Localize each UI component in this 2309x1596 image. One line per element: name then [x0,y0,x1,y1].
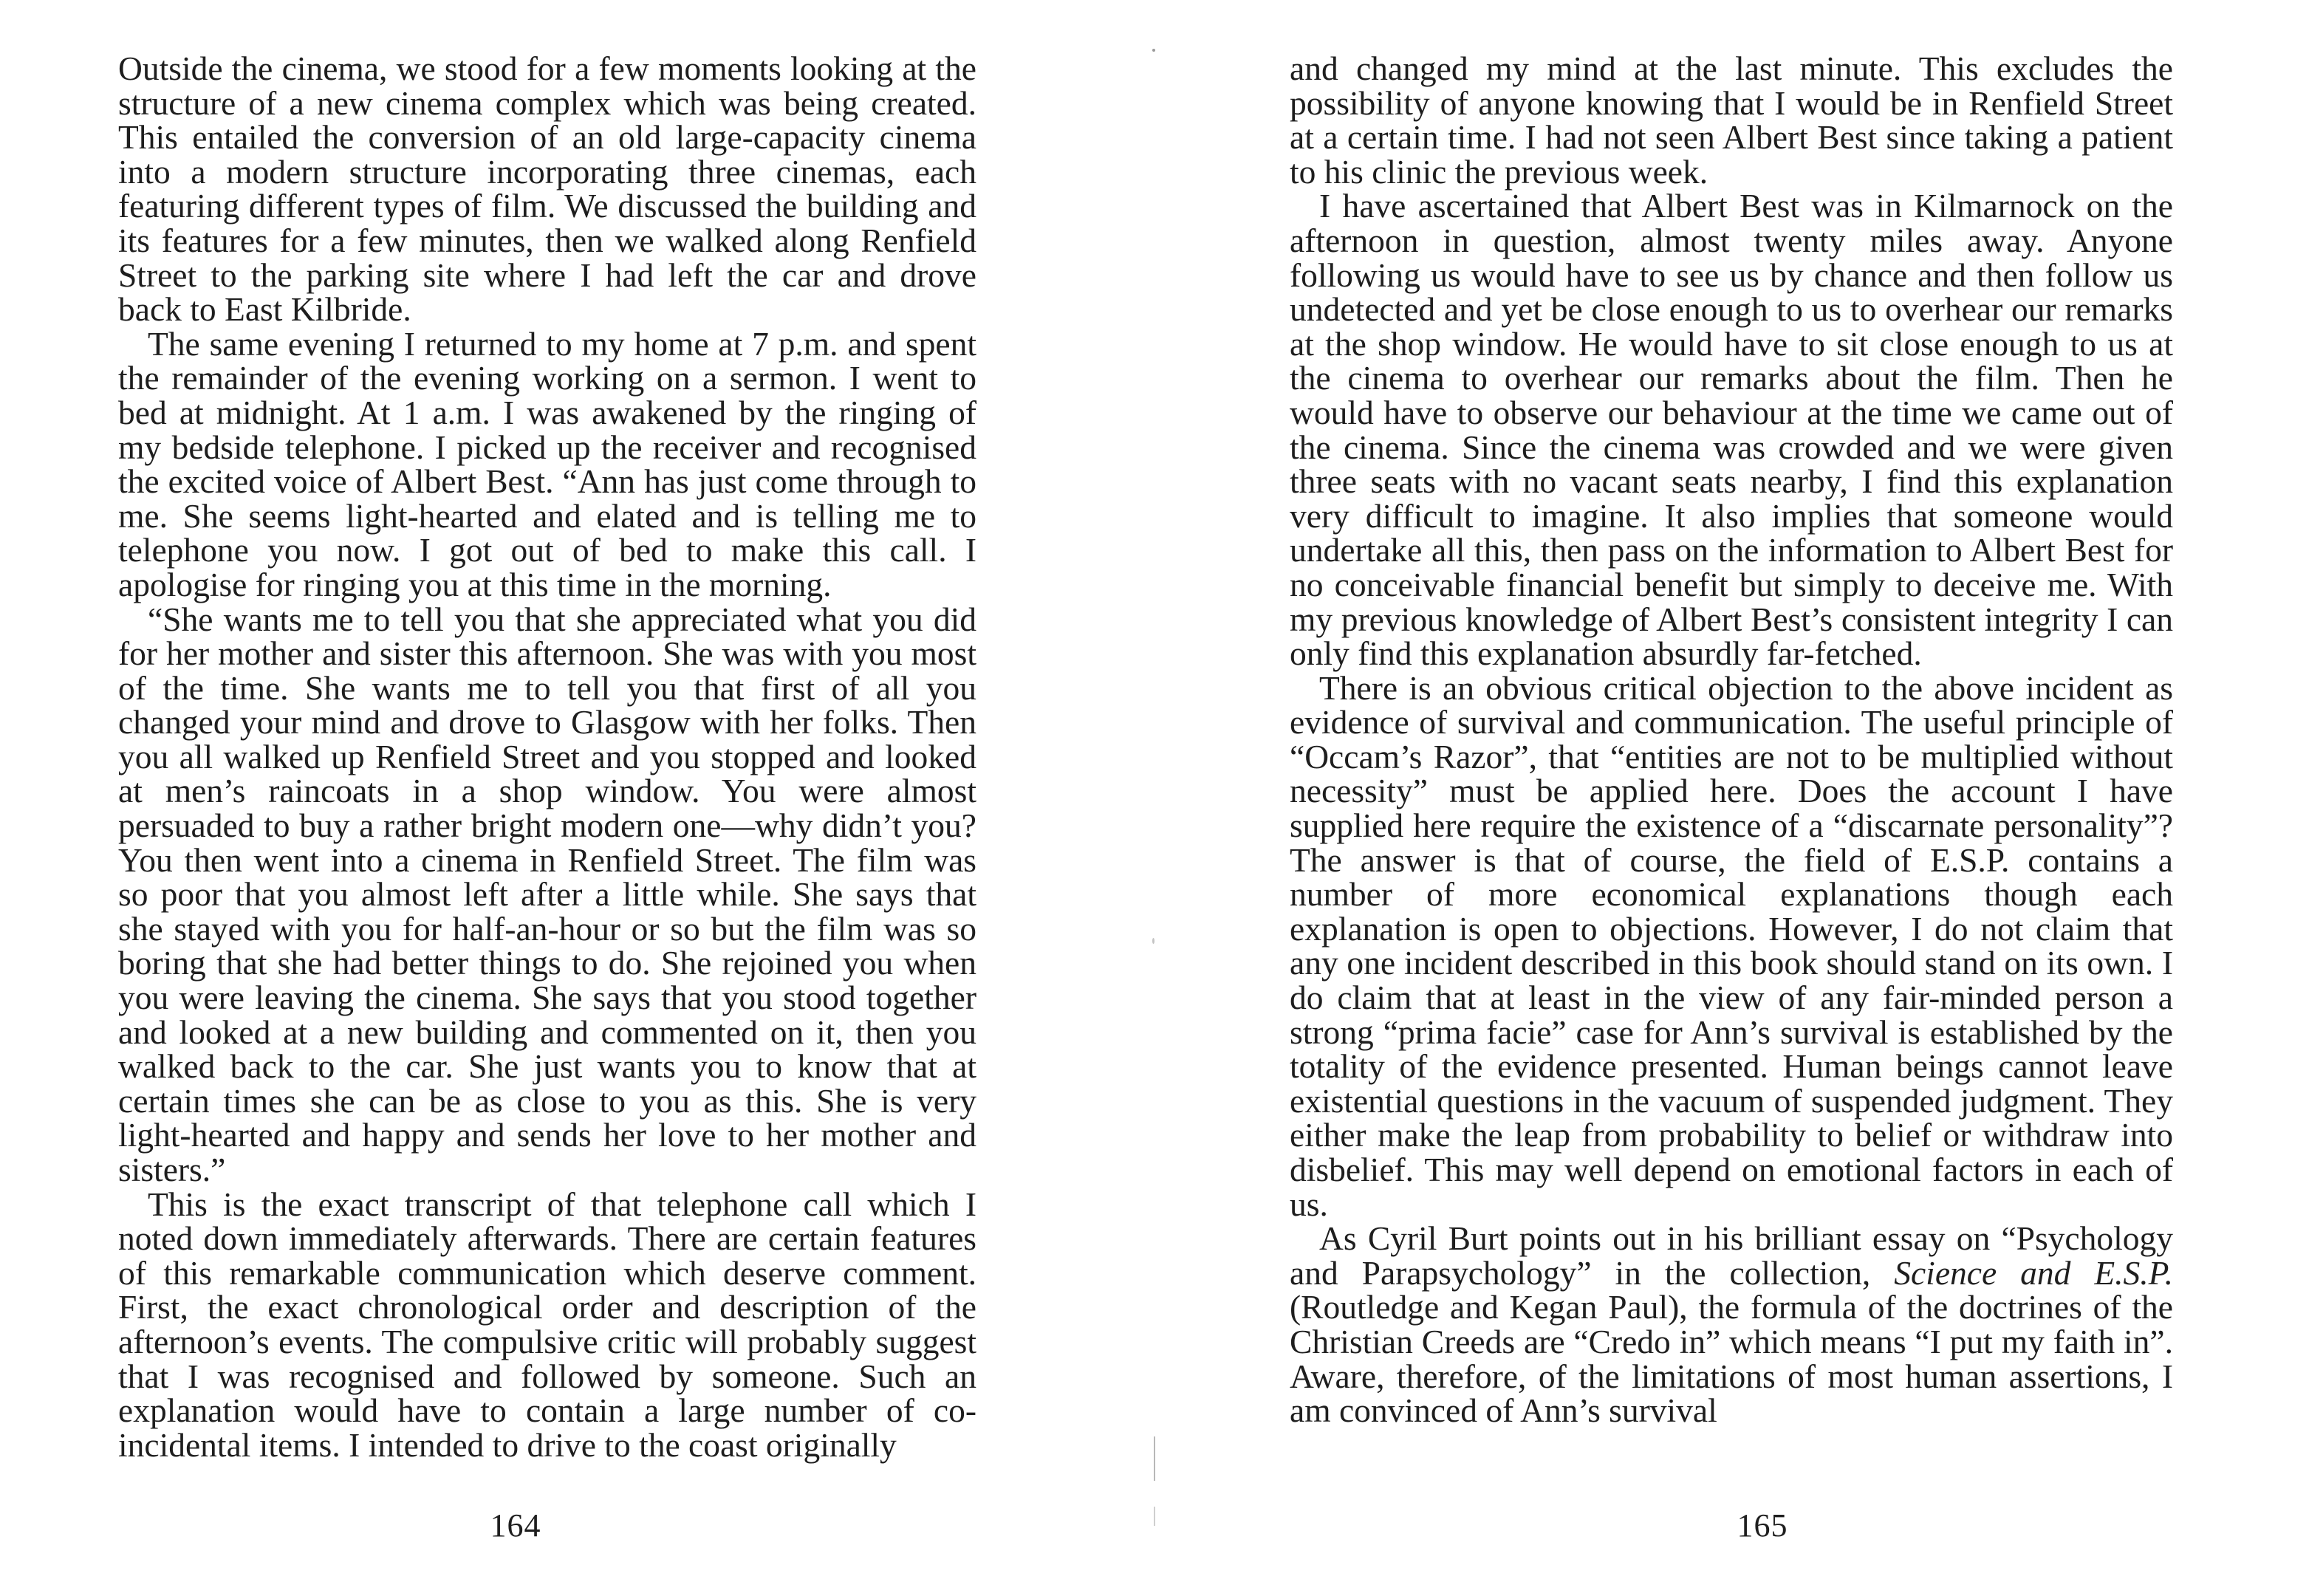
page-number: 164 [490,1507,541,1544]
paragraph: The same evening I returned to my home at 7 p.m. and spent the remainder of the evening working on a sermon. I went to bed at midnight. At 1 a.m. I was awakened by the ringing of my bedside telephone. I picked up the receiver and recognised the excited voice of Albert Best. “Ann has just come through to me. She seems light-hearted and elated and is telling me to telephone you now. I got out of bed to make this call. I apologise for ringing you at this time in the morning. [118,324,976,603]
paragraph [1290,1219,2173,1430]
book-gutter [1138,0,1171,1596]
paragraph: This is the exact transcript of that telephone call which I noted down immediately afterwards. There are certain features of this remarkable communication which deserve comment. First, the exact chronological order and description of the afternoon’s events. The compulsive critic will probably suggest that I was recognised and followed by someone. Such an explanation would have to contain a large number of co-incidental items. I intended to drive to the coast originally [118,1185,976,1464]
paragraph: There is an obvious critical objection to the above incident as evidence of survival and communication. The useful principle of “Occam’s Razor”, that “entities are not to be multiplied without necessity” must be applied here. Does the account I have supplied here require the existence of a “discarnate personality”? The answer is that of course, the field of E.S.P. contains a number of more economical explanations though each explanation is open to objections. However, I do not claim that any one incident described in this book should stand on its own. I do claim that at least in the view of any fair-minded person a strong “prima facie” case for Ann’s survival is established by the totality of the evidence presented. Human beings cannot leave existential questions in the vacuum of suspended judgment. They either make the leap from probability to belief or withdraw into disbelief. This may well depend on emotional factors in each of us. [1290,668,2173,1223]
left-page-text [118,49,976,1464]
paragraph: Outside the cinema, we stood for a few moments looking at the structure of a new cinema complex which was being created. This entailed the conversion of an old large-capacity cinema into a modern structure incorporating three cinemas, each featuring different types of film. We discussed the building and its features for a few minutes, then we walked along Renfield Street to the parking site where I had left the car and drove back to East Kilbride. [118,49,976,329]
paragraph-text: (Routledge and Kegan Paul), the formula of the doctrines of the Christian Creeds are “Credo in” which means “I put my faith in”. Aware, therefore, of the limitations of most human assertions, I am convinced of Ann’s survival [1290,1288,2173,1430]
paragraph-text: As Cyril Burt points out in his brilliant essay on “Psychology and Parapsychology” in the collection, [1290,1219,2173,1292]
paragraph: and changed my mind at the last minute. This excludes the possibility of anyone knowing that I would be in Renfield Street at a certain time. I had not seen Albert Best since taking a patient to his clinic the previous week. [1290,49,2173,191]
right-page [1171,0,2309,1596]
right-page-text [1290,49,2173,1430]
book-title: Science and E.S.P. [1894,1253,2173,1292]
paragraph: “She wants me to tell you that she appreciated what you did for her mother and sister this afternoon. She was with you most of the time. She wants me to tell you that first of all you changed your mind and drove to Glasgow with her folks. Then you all walked up Renfield Street and you stopped and looked at men’s raincoats in a shop window. You were almost persuaded to buy a rather bright modern one—why didn’t you? You then went into a cinema in Renfield Street. The film was so poor that you almost left after a little while. She says that she stayed with you for half-an-hour or so but the film was so boring that she had better things to do. She rejoined you when you were leaving the cinema. She says that you stood together and looked at a new building and commented on it, then you walked back to the car. She just wants you to know that at certain times she can be as close to you as this. She is very light-hearted and happy and sends her love to her mother and sisters.” [118,600,976,1188]
paragraph: I have ascertained that Albert Best was in Kilmarnock on the afternoon in question, almost twenty miles away. Anyone following us would have to see us by chance and then follow us undetected and yet be close enough to us to overhear our remarks at the shop window. He would have to sit close enough to us at the cinema to overhear our remarks about the film. Then he would have to observe our behaviour at the time we came out of the cinema. Since the cinema was crowded and we were given three seats with no vacant seats nearby, I find this explanation very difficult to imagine. It also implies that someone would undertake all this, then pass on the information to Albert Best for no conceivable financial benefit but simply to deceive me. With my previous knowledge of Albert Best’s consistent integrity I can only find this explanation absurdly far-fetched. [1290,187,2173,673]
left-page [0,0,1138,1596]
page-number: 165 [1737,1507,1788,1544]
